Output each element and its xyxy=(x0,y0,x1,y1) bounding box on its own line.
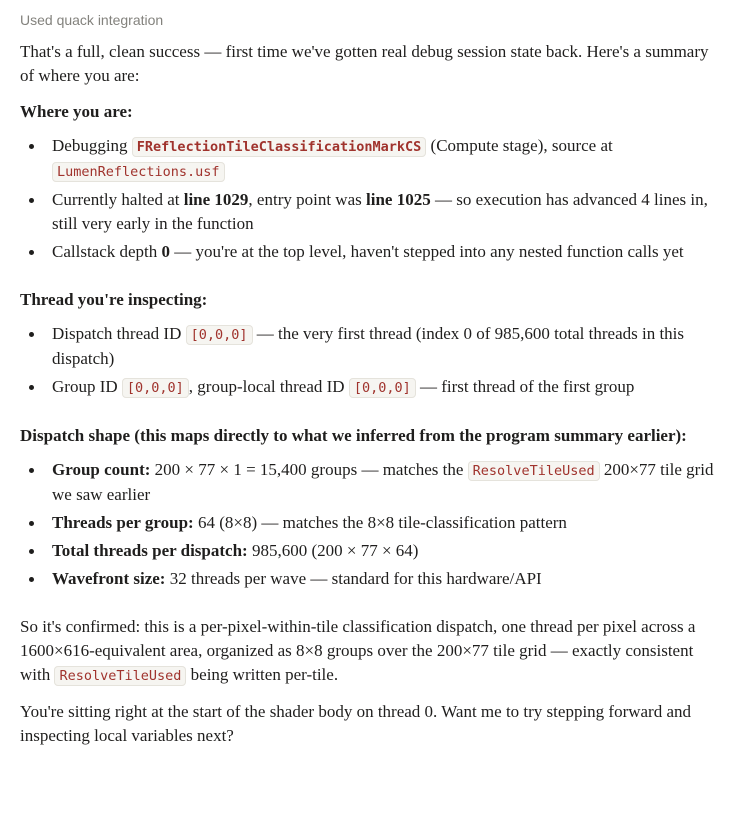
list-item xyxy=(52,134,720,184)
group-id-code: [0,0,0] xyxy=(122,378,189,398)
resolve-tile-used-code: ResolveTileUsed xyxy=(54,666,186,686)
list-item xyxy=(52,511,720,535)
text-span: , entry point was xyxy=(248,190,366,209)
list-item xyxy=(52,322,720,371)
source-file-code: LumenReflections.usf xyxy=(52,162,225,182)
list-item xyxy=(52,567,720,591)
text-span: — so execution has advanced 4 lines in, still very early in the function xyxy=(52,190,708,233)
list-item xyxy=(52,458,720,507)
text-span: 200×77 tile grid we saw earlier xyxy=(52,460,714,504)
thread-heading: Thread you're inspecting: xyxy=(20,290,208,309)
halted-line: line 1029 xyxy=(183,190,249,209)
text-span: being written per-tile. xyxy=(186,665,339,684)
list-item xyxy=(52,375,720,400)
text-span: Group ID xyxy=(52,377,122,396)
text-span: — you're at the top level, haven't stepped into any nested function calls yet xyxy=(170,242,684,261)
tool-use-status[interactable]: Used quack integration xyxy=(20,12,164,28)
closing-paragraph: You're sitting right at the start of the shader body on thread 0. Want me to try stepping forward and inspecting local variables next? xyxy=(20,702,692,745)
item-label: Group count: xyxy=(52,460,151,479)
entry-line: line 1025 xyxy=(366,190,431,209)
text-span: 985,600 (200 × 77 × 64) xyxy=(247,541,419,560)
text-span: Currently halted at xyxy=(52,190,184,209)
item-label: Total threads per dispatch: xyxy=(52,541,248,560)
text-span: So it's confirmed: this is a per-pixel-within-tile classification dispatch, one thread per pixel across a 1600×616-equivalent area, organized as 8×8 groups over the 200×77 tile grid — exactly consistent with xyxy=(20,617,696,684)
list-item xyxy=(52,240,720,264)
thread-list xyxy=(20,322,720,400)
where-list xyxy=(20,134,720,264)
assistant-message xyxy=(20,10,720,760)
callstack-depth: 0 xyxy=(161,242,171,261)
intro-paragraph: That's a full, clean success — first time we've gotten real debug session state back. Here's a summary of where you are: xyxy=(20,42,709,85)
dispatch-thread-id-code: [0,0,0] xyxy=(186,325,253,345)
where-heading: Where you are: xyxy=(20,102,133,121)
dispatch-list xyxy=(20,458,720,591)
text-span: 64 (8×8) — matches the 8×8 tile-classification pattern xyxy=(193,513,567,532)
text-span: (Compute stage), source at xyxy=(426,136,613,155)
text-span: , group-local thread ID xyxy=(188,377,349,396)
item-label: Threads per group: xyxy=(52,513,194,532)
text-span: Dispatch thread ID xyxy=(52,324,186,343)
text-span: 32 threads per wave — standard for this hardware/API xyxy=(165,569,542,588)
text-span: — the very first thread (index 0 of 985,600 total threads in this dispatch) xyxy=(52,324,685,368)
text-span: — first thread of the first group xyxy=(415,377,635,396)
text-span: 200 × 77 × 1 = 15,400 groups — matches the xyxy=(150,460,468,479)
conclusion-paragraph xyxy=(20,615,720,688)
shader-name-code: FReflectionTileClassificationMarkCS xyxy=(132,137,426,157)
list-item xyxy=(52,539,720,563)
list-item xyxy=(52,188,720,236)
item-label: Wavefront size: xyxy=(52,569,166,588)
text-span: Debugging xyxy=(52,136,132,155)
group-local-thread-id-code: [0,0,0] xyxy=(349,378,416,398)
resolve-tile-used-code: ResolveTileUsed xyxy=(468,461,600,481)
text-span: Callstack depth xyxy=(52,242,162,261)
dispatch-heading: Dispatch shape (this maps directly to what we inferred from the program summary earlier): xyxy=(20,426,687,445)
